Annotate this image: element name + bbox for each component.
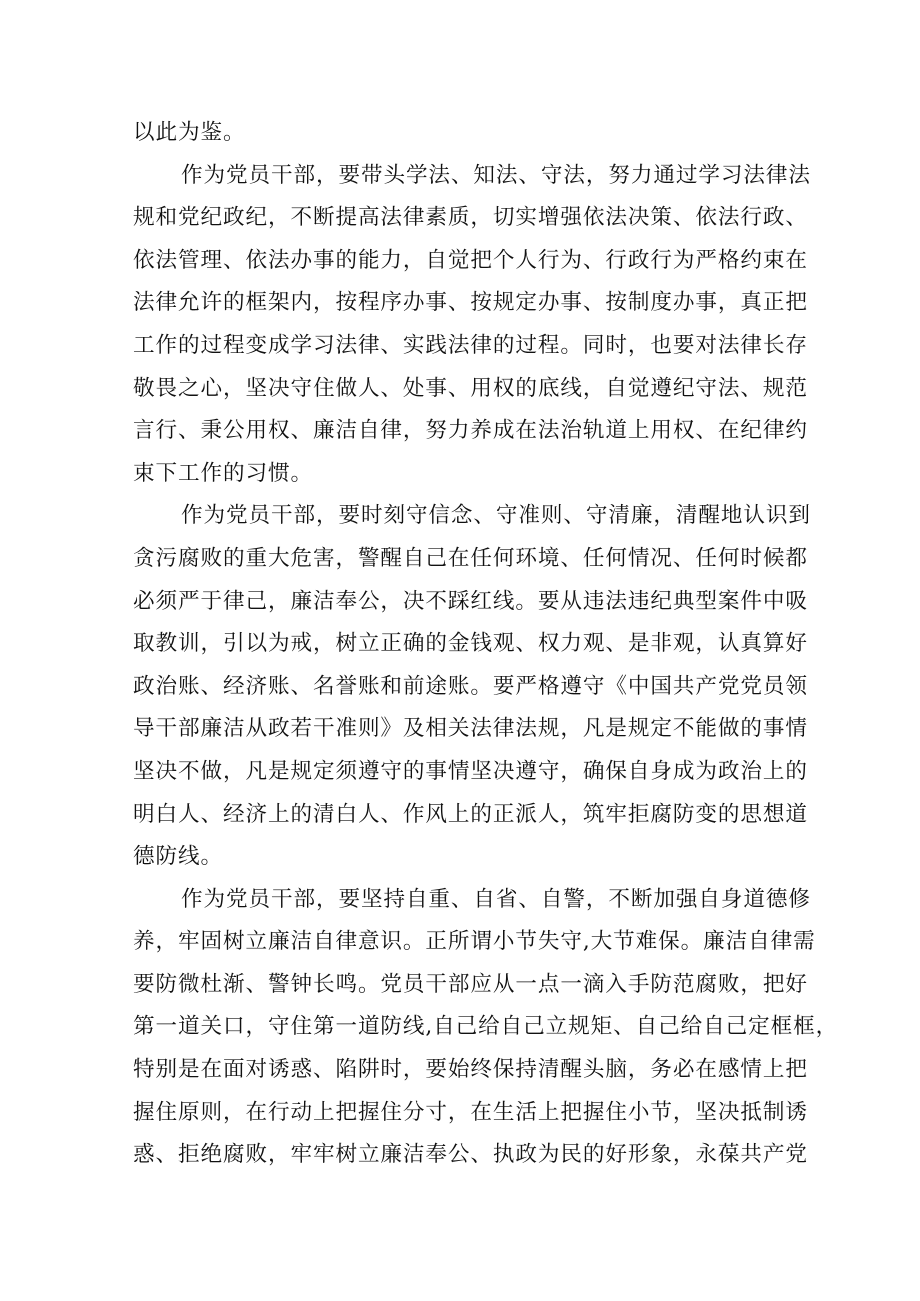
text-line: 导干部廉洁从政若干准则》及相关法律法规，凡是规定不能做的事情 [133,716,808,742]
document-body [133,112,839,1177]
text-line: 言行、秉公用权、廉洁自律，努力养成在法治轨道上用权、在纪律约 [133,418,808,444]
text-line: 惑、拒绝腐败，牢牢树立廉洁奉公、执政为民的好形象，永葆共产党 [133,1142,808,1168]
text-line: 以此为鉴。 [133,120,246,145]
text-line: 要防微杜渐、警钟长鸣。党员干部应从一点一滴入手防范腐败，把好 [133,971,808,997]
text-line: 法律允许的框架内，按程序办事、按规定办事、按制度办事，真正把 [133,290,808,316]
text-line: 坚决不做，凡是规定须遵守的事情坚决遵守，确保自身成为政治上的 [133,758,808,784]
text-line: 工作的过程变成学习法律、实践法律的过程。同时，也要对法律长存 [133,332,808,358]
text-line: 握住原则，在行动上把握住分寸，在生活上把握住小节，坚决抵制诱 [133,1099,808,1125]
text-line: 贪污腐败的重大危害，警醒自己在任何环境、任何情况、任何时候都 [133,545,808,571]
paragraph-first-line: 作为党员干部，要带头学法、知法、守法，努力通过学习法律法 [181,162,811,188]
text-line: 取教训，引以为戒，树立正确的金钱观、权力观、是非观，认真算好 [133,631,808,657]
text-line: 养，牢固树立廉洁自律意识。正所谓小节失守,大节难保。廉洁自律需 [133,929,816,955]
text-line: 规和党纪政纪，不断提高法律素质，切实增强依法决策、依法行政、 [133,205,808,231]
text-line: 束下工作的习惯。 [133,460,313,486]
paragraph-first-line: 作为党员干部，要坚持自重、自省、自警，不断加强自身道德修 [181,886,811,912]
text-line: 政治账、经济账、名誉账和前途账。要严格遵守《中国共产党党员领 [133,673,808,699]
text-line: 必须严于律己，廉洁奉公，决不踩红线。要从违法违纪典型案件中吸 [133,588,808,614]
text-line: 特别是在面对诱惑、陷阱时，要始终保持清醒头脑，务必在感情上把 [133,1057,808,1083]
text-line: 明白人、经济上的清白人、作风上的正派人，筑牢拒腐防变的思想道 [133,801,808,827]
text-line: 依法管理、依法办事的能力，自觉把个人行为、行政行为严格约束在 [133,247,808,273]
text-line: 德防线。 [133,844,223,870]
text-line: 敬畏之心，坚决守住做人、处事、用权的底线，自觉遵纪守法、规范 [133,375,808,401]
paragraph-first-line: 作为党员干部，要时刻守信念、守准则、守清廉，清醒地认识到 [181,503,811,529]
text-line: 第一道关口，守住第一道防线,自己给自己立规矩、自己给自己定框框， [133,1014,839,1040]
